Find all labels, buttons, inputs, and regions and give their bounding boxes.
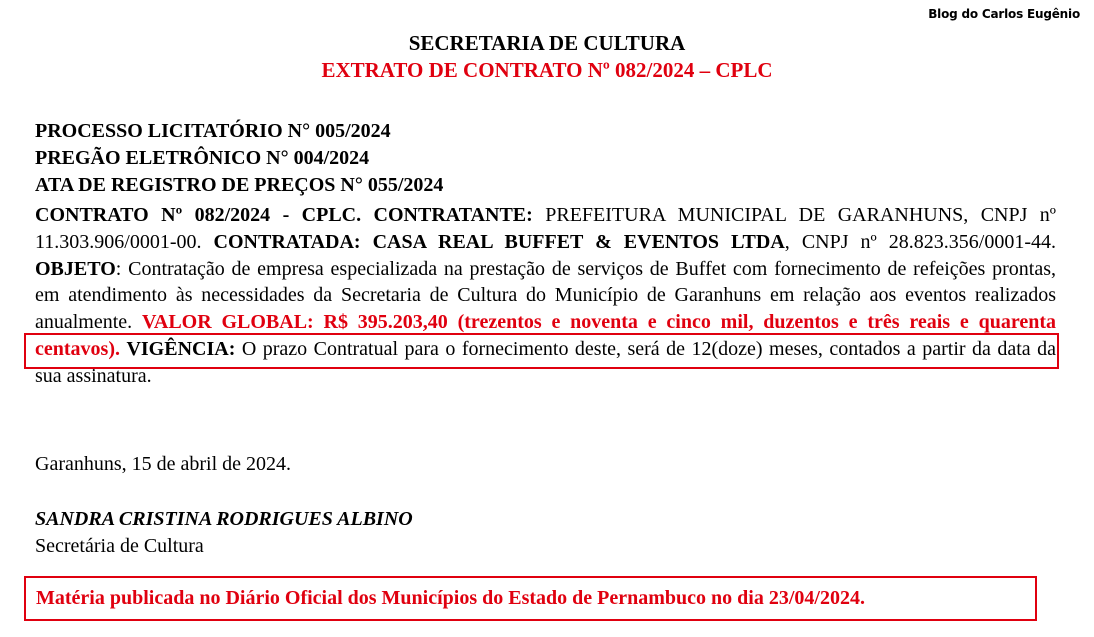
contracting-value: PREFEITURA MUNICIPAL DE GARANHUNS, CNPJ nº 11.303.906/0001-00. xyxy=(35,204,1057,253)
blog-watermark: Blog do Carlos Eugênio xyxy=(928,7,1080,21)
bidding-process-line: PROCESSO LICITATÓRIO N° 005/2024 xyxy=(35,120,391,142)
electronic-auction-line: PREGÃO ELETRÔNICO N° 004/2024 xyxy=(35,146,370,169)
contractor-label: CONTRATADA: xyxy=(213,230,361,253)
process-headings xyxy=(35,118,1056,198)
contractor-cnpj: , CNPJ nº 28.823.356/0001-44. xyxy=(784,230,1057,253)
document-header xyxy=(0,30,1094,84)
signatory-name: SANDRA CRISTINA RODRIGUES ALBINO xyxy=(35,508,413,530)
date-line: Garanhuns, 15 de abril de 2024. xyxy=(35,453,292,475)
publication-note-box xyxy=(24,576,1037,621)
publication-note: Matéria publicada no Diário Oficial dos Municípios do Estado de Pernambuco no dia 23/04/2024. xyxy=(36,587,865,609)
term-value: O prazo Contratual para o fornecimento deste, será de 12(doze) meses, contados a partir da data da sua assinatura. xyxy=(35,337,1057,387)
contract-number-label: CONTRATO Nº 082/2024 - CPLC. xyxy=(35,204,362,226)
object-label: OBJETO xyxy=(35,257,116,280)
signatory-role: Secretária de Cultura xyxy=(35,534,204,557)
department-title: SECRETARIA DE CULTURA xyxy=(408,31,686,55)
contracting-label: CONTRATANTE: xyxy=(373,204,533,226)
contract-paragraph xyxy=(35,202,1056,390)
term-label: VIGÊNCIA: xyxy=(126,337,236,360)
contractor-name: CASA REAL BUFFET & EVENTOS LTDA xyxy=(372,230,785,253)
object-value: : Contratação de empresa especializada na prestação de serviços de Buffet com fornecimento de refeições prontas, em atendimento às necessidades da Secretaria de Cultura do Município de Garanhuns em relação aos eventos realizados anualmente. xyxy=(35,257,1056,334)
price-registry-line: ATA DE REGISTRO DE PREÇOS N° 055/2024 xyxy=(35,173,444,196)
extract-title: EXTRATO DE CONTRATO Nº 082/2024 – CPLC xyxy=(321,58,773,82)
global-value-text: VALOR GLOBAL: R$ 395.203,40 (trezentos e noventa e cinco mil, duzentos e três reais e quarenta centavos). xyxy=(35,311,1057,360)
signatory-block xyxy=(35,506,413,560)
